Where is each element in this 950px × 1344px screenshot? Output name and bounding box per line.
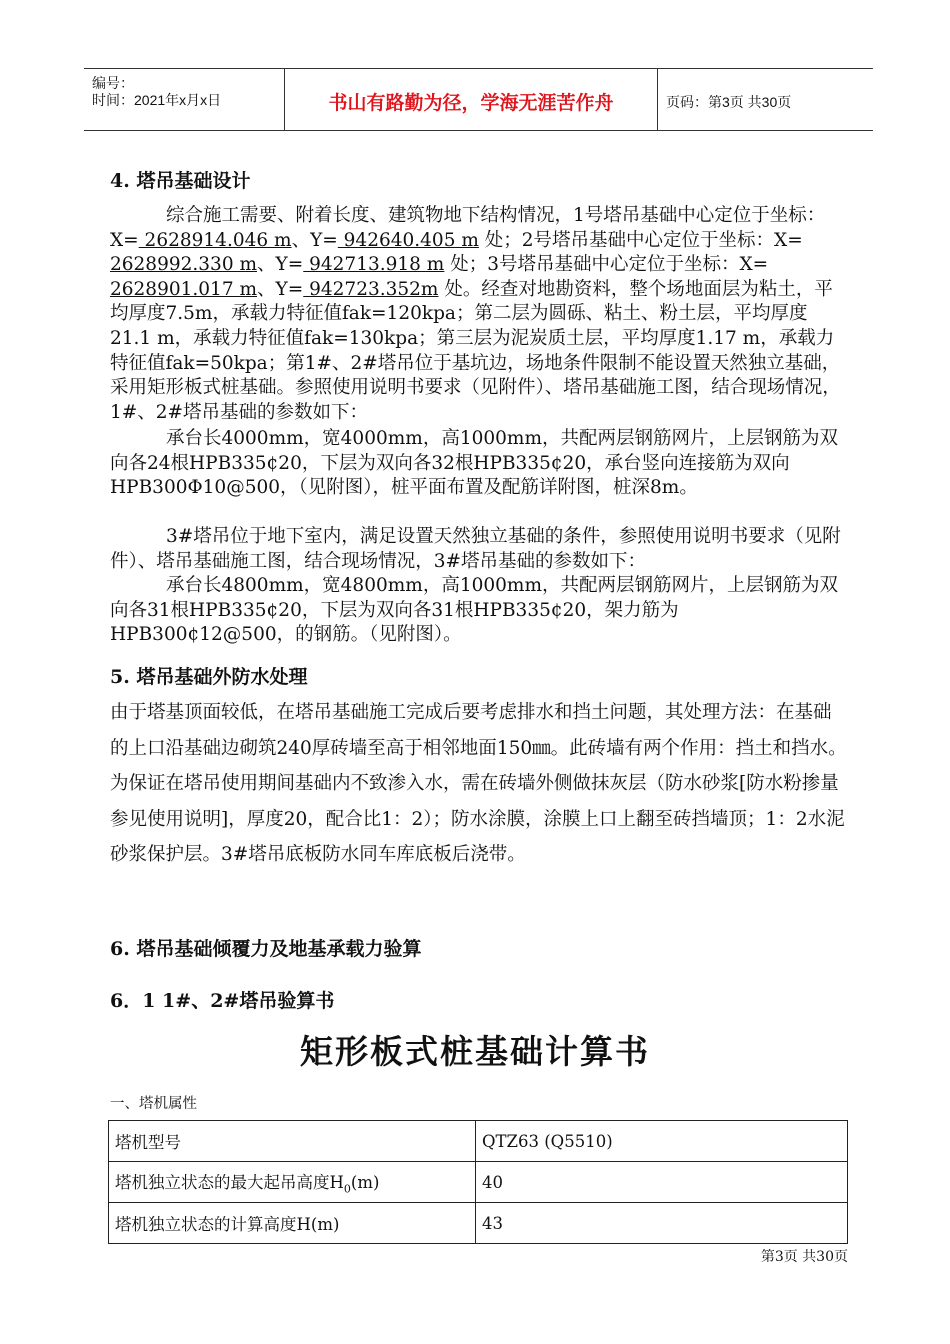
- doc-code-label: 编号：: [92, 75, 134, 91]
- coord-y1: 942640.405 m: [337, 229, 479, 251]
- coord-x1: 2628914.046 m: [138, 229, 292, 251]
- table-cell-label: 塔机型号: [109, 1121, 476, 1162]
- text: 处。经查对地勘资料，整个场地面层为粘土，平均厚度7.5m，承载力特征值fak=120kpa；第二层为圆砾、粘土、粉土层，平均厚度21.1 m，承载力特征值fak=130kpa；第三层为泥炭质土层，平均厚度1.17 m，承载力特征值fak=50kpa；第1#、2#塔吊位于基坑边，场地条件限制不能设置天然独立基础，采用矩形板式桩基础。参照使用说明书要求（见附件）、塔吊基础施工图，结合现场情况，1#、2#塔吊基础的参数如下：: [110, 278, 841, 423]
- tower-crane-attributes-table: [108, 1120, 848, 1244]
- calc-title: 矩形板式桩基础计算书: [300, 1032, 650, 1071]
- doc-time-label: 时间：2021年x月x日: [92, 92, 222, 108]
- section-4-paragraph-4: [110, 574, 848, 648]
- section-5-heading: 5. 塔吊基础外防水处理: [110, 666, 308, 688]
- table-cell-label: 塔机独立状态的计算高度H(m): [109, 1203, 476, 1244]
- table-row: [109, 1121, 848, 1162]
- text: 承台长4800mm，宽4800mm，高1000mm，共配两层钢筋网片，上层钢筋为双向各31根HPB335¢20，下层为双向各31根HPB335¢20，架力筋为HPB300¢12@500，的钢筋。（见附图）。: [110, 575, 839, 646]
- header-motto: 书山有路勤为径，学海无涯苦作舟: [285, 69, 658, 130]
- text: 承台长4000mm，宽4000mm，高1000mm，共配两层钢筋网片，上层钢筋为双向各24根HPB335¢20，下层为双向各32根HPB335¢20，承台竖向连接筋为双向HPB300Φ10@500，（见附图），桩平面布置及配筋详附图，桩深8m。: [110, 428, 839, 499]
- text: 、Y=: [291, 229, 338, 251]
- calc-section-label: 一、塔机属性: [110, 1096, 197, 1112]
- table-row: [109, 1203, 848, 1244]
- coord-y3: 942723.352m: [303, 278, 439, 300]
- text: 处；3号塔吊基础中心定位于坐标：X=: [444, 254, 769, 276]
- section-4-paragraph-2: [110, 427, 848, 501]
- text: 由于塔基顶面较低，在塔吊基础施工完成后要考虑排水和挡土问题，其处理方法：在基础的上口沿基础边砌筑240厚砖墙至高于相邻地面150㎜。此砖墙有两个作用：挡土和挡水。为保证在塔吊使用期间基础内不致渗入水，需在砖墙外侧做抹灰层（防水砂浆[防水粉掺量参见使用说明]，厚度20，配合比1：2）；防水涂膜，涂膜上口上翻至砖挡墙顶；1：2水泥砂浆保护层。3#塔吊底板防水同车库底板后浇带。: [110, 702, 847, 865]
- text: (m): [350, 1172, 380, 1192]
- section-4-paragraph-1: [110, 204, 848, 425]
- section-6-heading: 6. 塔吊基础倾覆力及地基承载力验算: [110, 938, 422, 960]
- coord-x2: 2628992.330 m: [110, 254, 258, 276]
- text: 综合施工需要、附着长度、建筑物地下结构情况，1号塔吊基础中心定位于坐标：X=: [110, 205, 826, 251]
- coord-x3: 2628901.017 m: [110, 278, 258, 300]
- table-row: [109, 1162, 848, 1203]
- page-header: [84, 68, 873, 131]
- table-cell-value: QTZ63 (Q5510): [476, 1121, 848, 1162]
- coord-y2: 942713.918 m: [303, 254, 445, 276]
- text: 、Y=: [257, 254, 304, 276]
- text: 塔机独立状态的最大起吊高度H: [115, 1172, 344, 1192]
- table-cell-value: 40: [476, 1162, 848, 1203]
- subscript: 0: [343, 1182, 351, 1196]
- header-page-number: 页码：第3页 共30页: [666, 93, 792, 110]
- text: 、Y=: [257, 278, 304, 300]
- section-4-heading: 4. 塔吊基础设计: [110, 170, 251, 192]
- page-footer: 第3页 共30页: [760, 1249, 848, 1265]
- header-meta: [84, 69, 285, 130]
- table-cell-label: [109, 1162, 476, 1203]
- text: 处；2号塔吊基础中心定位于坐标：X=: [478, 229, 803, 251]
- section-6-1-heading: 6．1 1#、2#塔吊验算书: [110, 990, 335, 1012]
- section-5-paragraph: [110, 695, 848, 873]
- table-cell-value: 43: [476, 1203, 848, 1244]
- section-4-paragraph-3: [110, 525, 848, 574]
- text: 3#塔吊位于地下室内，满足设置天然独立基础的条件，参照使用说明书要求（见附件）、塔吊基础施工图，结合现场情况，3#塔吊基础的参数如下：: [110, 526, 841, 572]
